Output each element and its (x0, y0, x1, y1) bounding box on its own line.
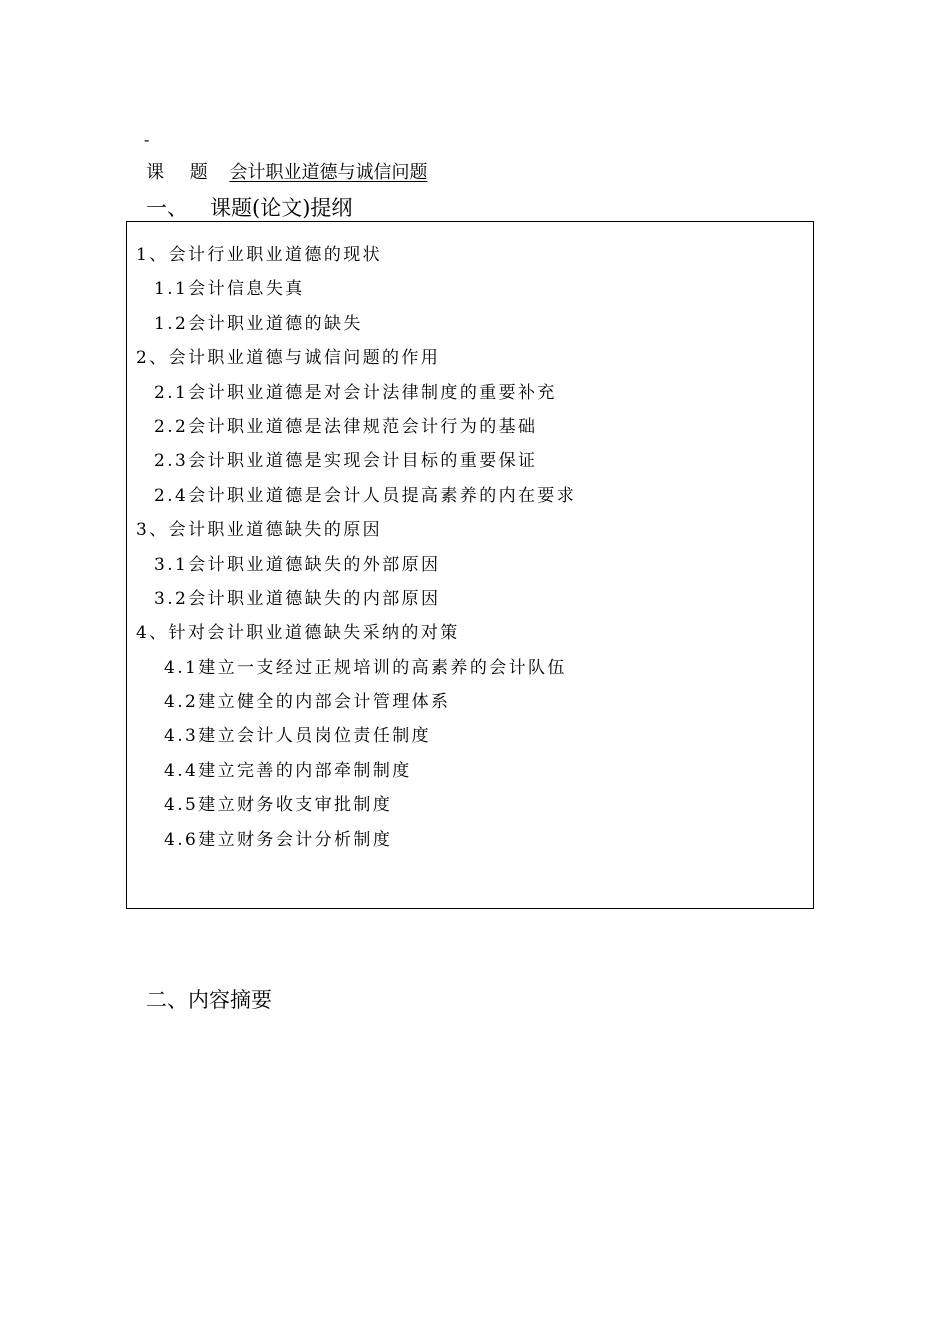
outline-item: 1.2会计职业道德的缺失 (154, 313, 363, 334)
outline-item: 2.1会计职业道德是对会计法律制度的重要补充 (154, 382, 557, 403)
section-title: 课题(论文)提纲 (210, 196, 353, 220)
outline-item: 1.1会计信息失真 (154, 279, 305, 300)
outline-item: 4.4建立完善的内部牵制制度 (164, 760, 412, 781)
header-dash: - (144, 130, 150, 149)
outline-item: 4.6建立财务会计分析制度 (164, 829, 393, 850)
outline-item: 3.2会计职业道德缺失的内部原因 (154, 588, 441, 609)
outline-item: 4.2建立健全的内部会计管理体系 (164, 692, 451, 713)
outline-item: 4.3建立会计人员岗位责任制度 (164, 726, 432, 747)
outline-box (126, 221, 814, 909)
topic-value: 会计职业道德与诚信问题 (229, 162, 428, 183)
outline-item: 4、针对会计职业道德缺失采纳的对策 (136, 623, 460, 644)
topic-label: 课 题 (146, 162, 218, 183)
outline-item: 2.2会计职业道德是法律规范会计行为的基础 (154, 416, 538, 437)
section-heading-outline (146, 193, 352, 223)
outline-list (127, 238, 813, 857)
outline-item: 2.4会计职业道德是会计人员提高素养的内在要求 (154, 485, 577, 506)
topic-line (146, 160, 431, 186)
section-number: 一、 (146, 196, 188, 220)
outline-item: 4.1建立一支经过正规培训的高素养的会计队伍 (164, 657, 567, 678)
outline-item: 2.3会计职业道德是实现会计目标的重要保证 (154, 451, 538, 472)
outline-item: 3.1会计职业道德缺失的外部原因 (154, 554, 441, 575)
section-heading-abstract: 二、内容摘要 (146, 988, 272, 1012)
outline-item: 4.5建立财务收支审批制度 (164, 795, 393, 816)
outline-item: 3、会计职业道德缺失的原因 (136, 520, 383, 541)
outline-item: 2、会计职业道德与诚信问题的作用 (136, 348, 441, 369)
outline-item: 1、会计行业职业道德的现状 (136, 245, 383, 265)
